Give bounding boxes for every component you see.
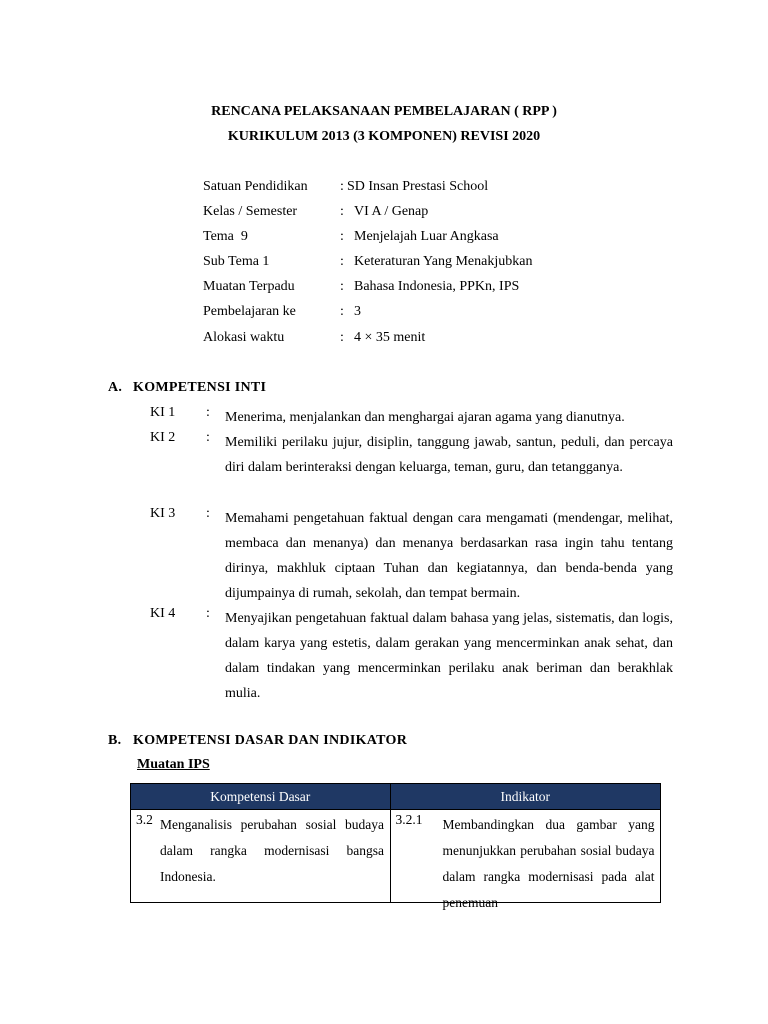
ki-separator: : bbox=[206, 405, 210, 420]
indikator-text: Membandingkan dua gambar yang menunjukkan perubahan sosial budaya dalam rangka modernisasi pada alat penemuan bbox=[442, 817, 655, 910]
info-value: SD Insan Prestasi School bbox=[347, 179, 489, 194]
header-indikator: Indikator bbox=[390, 784, 660, 810]
info-label: Satuan Pendidikan bbox=[203, 179, 308, 194]
info-separator: : bbox=[340, 254, 344, 269]
section-a-heading bbox=[108, 380, 266, 396]
section-a-number: A. bbox=[108, 380, 123, 395]
ki-text: Memahami pengetahuan faktual dengan cara mengamati (mendengar, melihat, membaca dan menanya) dan menanya berdasarkan rasa ingin tahu tentang dirinya, makhluk ciptaan Tuhan dan kegiatannya, dan benda-benda yang dijumpainya di rumah, sekolah, dan tempat bermain. bbox=[225, 511, 673, 601]
info-value: 3 bbox=[354, 304, 361, 319]
info-label: Muatan Terpadu bbox=[203, 279, 295, 294]
info-separator: : bbox=[340, 229, 344, 244]
ki-separator: : bbox=[206, 506, 210, 521]
kd-number: 3.2 bbox=[136, 812, 153, 827]
ki-code: KI 4 bbox=[150, 606, 176, 621]
kd-indikator-table bbox=[130, 783, 661, 910]
info-label: Alokasi waktu bbox=[203, 330, 285, 345]
ki-text: Menyajikan pengetahuan faktual dalam bahasa yang jelas, sistematis, dan logis, dalam karya yang estetis, dalam gerakan yang mencerminkan anak sehat, dan dalam tindakan yang mencerminkan perilaku anak beriman dan berakhlak mulia. bbox=[225, 611, 673, 701]
info-label: Kelas / Semester bbox=[203, 204, 298, 219]
section-b-heading bbox=[108, 733, 407, 749]
muatan-ips-subheading: Muatan IPS bbox=[137, 757, 210, 772]
section-b-title: KOMPETENSI DASAR DAN INDIKATOR bbox=[133, 733, 408, 748]
section-a-title: KOMPETENSI INTI bbox=[133, 380, 267, 395]
info-separator: : bbox=[340, 279, 344, 294]
info-value: Menjelajah Luar Angkasa bbox=[354, 229, 499, 244]
info-separator: : bbox=[340, 179, 344, 194]
kd-text: Menganalisis perubahan sosial budaya dalam rangka modernisasi bangsa Indonesia. bbox=[160, 817, 384, 884]
info-value: Keteraturan Yang Menakjubkan bbox=[354, 254, 533, 269]
info-separator: : bbox=[340, 330, 344, 345]
indikator-cell bbox=[390, 810, 660, 910]
info-separator: : bbox=[340, 204, 344, 219]
info-label: Tema 9 bbox=[203, 229, 248, 244]
info-label: Sub Tema 1 bbox=[203, 254, 270, 269]
table-header-row bbox=[131, 784, 661, 810]
table-row bbox=[131, 810, 661, 903]
info-separator: : bbox=[340, 304, 344, 319]
ki-text: Menerima, menjalankan dan menghargai ajaran agama yang dianutnya. bbox=[225, 410, 625, 425]
ki-code: KI 1 bbox=[150, 405, 176, 420]
info-value: VI A / Genap bbox=[354, 204, 429, 219]
ki-code: KI 3 bbox=[150, 506, 176, 521]
ki-separator: : bbox=[206, 606, 210, 621]
document-title-line-1: RENCANA PELAKSANAAN PEMBELAJARAN ( RPP ) bbox=[211, 104, 557, 119]
document-title-line-2: KURIKULUM 2013 (3 KOMPONEN) REVISI 2020 bbox=[227, 129, 541, 144]
header-kompetensi-dasar: Kompetensi Dasar bbox=[131, 784, 391, 810]
ki-text: Memiliki perilaku jujur, disiplin, tanggung jawab, santun, peduli, dan percaya diri dalam berinteraksi dengan keluarga, teman, guru, dan tetangganya. bbox=[225, 435, 673, 475]
ki-code: KI 2 bbox=[150, 430, 176, 445]
info-label: Pembelajaran ke bbox=[203, 304, 296, 319]
indikator-number: 3.2.1 bbox=[395, 812, 423, 827]
kd-cell bbox=[131, 810, 391, 903]
info-value: Bahasa Indonesia, PPKn, IPS bbox=[354, 279, 520, 294]
ki-separator: : bbox=[206, 430, 210, 445]
section-b-number: B. bbox=[108, 733, 122, 748]
info-value: 4 × 35 menit bbox=[354, 330, 426, 345]
